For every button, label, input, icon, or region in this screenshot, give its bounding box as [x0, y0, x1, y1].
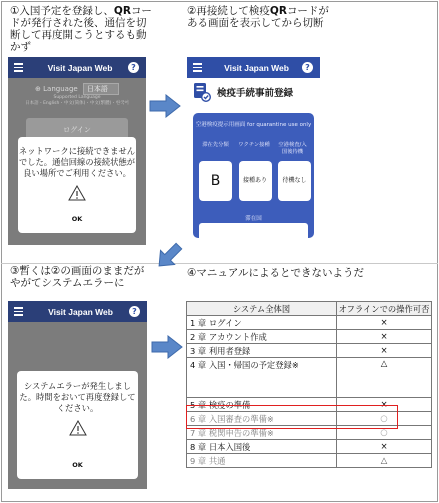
table-row	[187, 316, 432, 330]
offline-mark-cell: △	[337, 358, 432, 398]
chapter-cell: 9 章 共通	[187, 454, 337, 468]
table-row	[187, 454, 432, 468]
menu-icon[interactable]	[14, 307, 32, 316]
ok-button[interactable]: OK	[72, 461, 83, 469]
arrow-right-icon	[151, 335, 183, 359]
label-vaccine: ワクチン接種	[238, 142, 270, 148]
caption-step1: ①入国予定を登録し、QRコードが発行された後、通信を切断して再度開こうとするも動かず	[10, 5, 152, 53]
chapter-cell: 4 章 入国・帰国の予定登録※	[187, 358, 337, 398]
offline-availability-table	[186, 301, 432, 468]
chapter-cell: 3 章 利用者登録	[187, 344, 337, 358]
warning-icon	[68, 185, 86, 201]
login-panel-title: ログイン	[26, 118, 128, 145]
offline-mark-cell: ×	[337, 398, 432, 412]
language-select[interactable]: 日本語	[83, 83, 119, 95]
manual-offline-table	[186, 301, 432, 468]
table-header-row	[187, 302, 432, 316]
stay-country-field	[199, 223, 308, 238]
page-heading	[193, 82, 293, 102]
quarantine-document-icon	[193, 82, 211, 102]
offline-mark-cell: ×	[337, 440, 432, 454]
arrow-right-icon	[149, 94, 181, 118]
menu-icon[interactable]	[193, 63, 211, 72]
header-system: システム全体図	[187, 302, 337, 316]
menu-icon[interactable]	[14, 63, 32, 72]
offline-mark-cell: ×	[337, 344, 432, 358]
app-header	[187, 57, 320, 78]
phone-screen-quarantine-qr	[187, 57, 320, 238]
warning-icon	[69, 420, 87, 436]
table-row	[187, 344, 432, 358]
dialog-message: システムエラーが発生しました。時間をおいて再度登録してください。	[19, 381, 136, 413]
label-test: 空港検査/入国後待機	[278, 142, 307, 155]
ok-button[interactable]: OK	[71, 215, 83, 223]
label-stay-category: 滞在先分類	[202, 142, 229, 148]
card-value-boxes	[199, 161, 311, 201]
page-title: 検疫手続事前登録	[217, 88, 294, 99]
table-row	[187, 426, 432, 440]
caption-step2: ②再接続して検疫QRコードがある画面を表示してから切断	[187, 5, 329, 29]
row-divider	[1, 263, 438, 264]
offline-mark-cell: △	[337, 454, 432, 468]
system-error-dialog	[17, 371, 138, 479]
chapter-cell: 8 章 日本入国後	[187, 440, 337, 454]
offline-mark-cell: ○	[337, 426, 432, 440]
arrow-down-left-icon	[152, 240, 186, 272]
caption-step3: ③暫くは②の画面のままだがやがてシステムエラーに	[10, 265, 145, 289]
value-stay-category: B	[199, 161, 232, 201]
dialog-message: ネットワークに接続できませんでした。通信回線の接続状態が良い場所でご利用ください。	[18, 146, 136, 178]
phone-screen-network-error	[8, 57, 146, 245]
chapter-cell: 2 章 アカウント作成	[187, 330, 337, 344]
globe-icon: ⊕	[35, 85, 41, 93]
app-header	[8, 301, 147, 322]
table-row	[187, 412, 432, 426]
network-error-dialog	[18, 137, 136, 233]
table-row	[187, 440, 432, 454]
language-label: Language	[43, 85, 78, 93]
phone-screen-system-error	[8, 301, 147, 489]
label-stay-country: 滞在国	[245, 216, 262, 222]
table-row	[187, 358, 432, 398]
app-header	[8, 57, 146, 78]
table-row	[187, 398, 432, 412]
offline-mark-cell: ×	[337, 330, 432, 344]
card-labels	[199, 142, 309, 155]
offline-mark-cell: ○	[337, 412, 432, 426]
caption-step4: ④マニュアルによるとできないようだ	[187, 267, 364, 279]
app-title: Visit Japan Web	[48, 306, 113, 317]
help-icon[interactable]: ?	[128, 62, 139, 73]
card-title: 空港検疫提示用画面 for quarantine use only	[195, 122, 312, 128]
help-icon[interactable]: ?	[129, 306, 140, 317]
app-title: Visit Japan Web	[47, 62, 113, 73]
chapter-cell: 1 章 ログイン	[187, 316, 337, 330]
language-row	[8, 83, 146, 95]
help-icon[interactable]: ?	[302, 62, 313, 73]
table-row	[187, 330, 432, 344]
supported-languages-text: Supported Language 日本語・English・中文(简体)・中文(繁體)・한국어	[25, 95, 129, 106]
chapter-cell: 5 章 検疫の準備	[187, 398, 337, 412]
value-vaccine: 接種あり	[239, 161, 272, 201]
chapter-cell: 7 章 税関申告の準備※	[187, 426, 337, 440]
offline-mark-cell: ×	[337, 316, 432, 330]
header-offline: オフラインでの操作可否	[337, 302, 432, 316]
quarantine-card	[193, 113, 314, 238]
chapter-cell: 6 章 入国審査の準備※	[187, 412, 337, 426]
value-test: 待機なし	[278, 161, 311, 201]
app-title: Visit Japan Web	[224, 62, 289, 73]
